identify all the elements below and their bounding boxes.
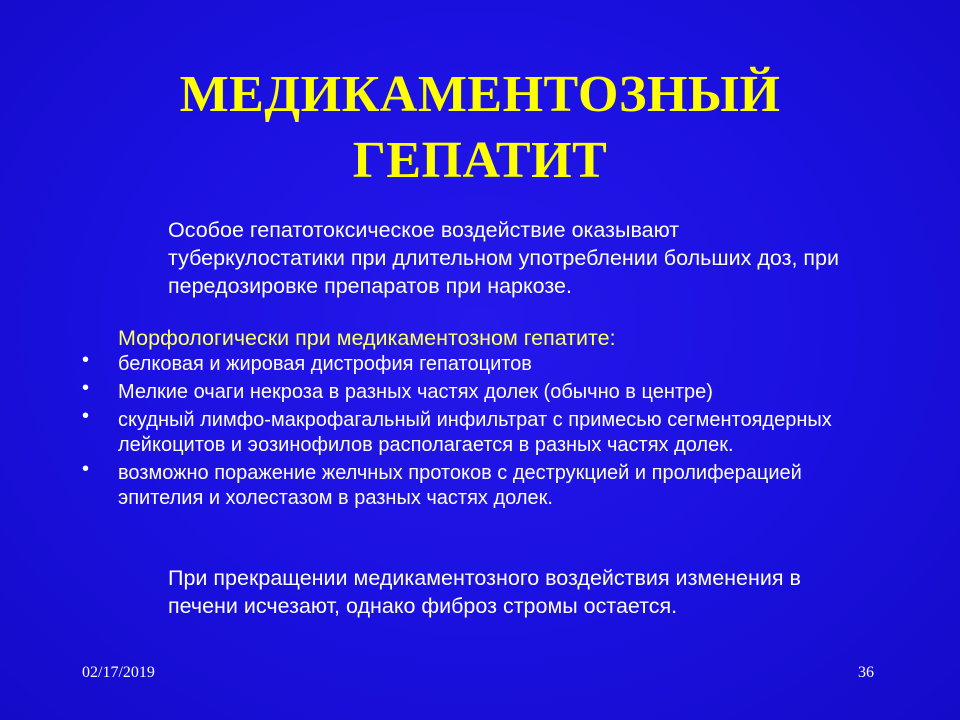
- bullet-icon: •: [82, 349, 90, 371]
- slide-title-line-2: ГЕПАТИТ: [352, 132, 608, 189]
- intro-paragraph-text: Особое гепатотоксическое воздействие оказывают туберкулостатики при длительном употреблении больших доз, при передозировке препаратов при наркозе.: [168, 218, 840, 298]
- bullet-icon: •: [82, 458, 90, 480]
- bullet-icon: •: [82, 405, 90, 427]
- morphology-heading: Морфологически при медикаментозном гепатите:: [118, 326, 616, 350]
- list-item-text: Мелкие очаги некроза в разных частях долек (обычно в центре): [118, 381, 713, 403]
- intro-paragraph: [118, 216, 858, 300]
- list-item-text: скудный лимфо-макрофагальный инфильтрат с примесью сегментоядерных лейкоцитов и эозинофилов располагается в разных частях долек.: [118, 409, 832, 456]
- slide-title: [0, 62, 960, 194]
- list-item: [82, 405, 862, 458]
- morphology-bullet-list: [82, 349, 862, 514]
- list-item-text: белковая и жировая дистрофия гепатоцитов: [118, 353, 532, 375]
- footer-date: 02/17/2019: [82, 664, 155, 681]
- slide-title-line-1: МЕДИКАМЕНТОЗНЫЙ: [179, 66, 781, 123]
- list-item: [82, 349, 862, 377]
- slide-page-number: 36: [858, 664, 874, 681]
- list-item: [82, 377, 862, 405]
- conclusion-paragraph-text: При прекращении медикаментозного воздействия изменения в печени исчезают, однако фиброз стромы остается.: [168, 566, 801, 618]
- list-item-text: возможно поражение желчных протоков с деструкцией и пролиферацией эпителия и холестазом в разных частях долек.: [118, 462, 802, 509]
- list-item: [82, 458, 862, 511]
- conclusion-paragraph: [118, 564, 858, 620]
- bullet-icon: •: [82, 377, 90, 399]
